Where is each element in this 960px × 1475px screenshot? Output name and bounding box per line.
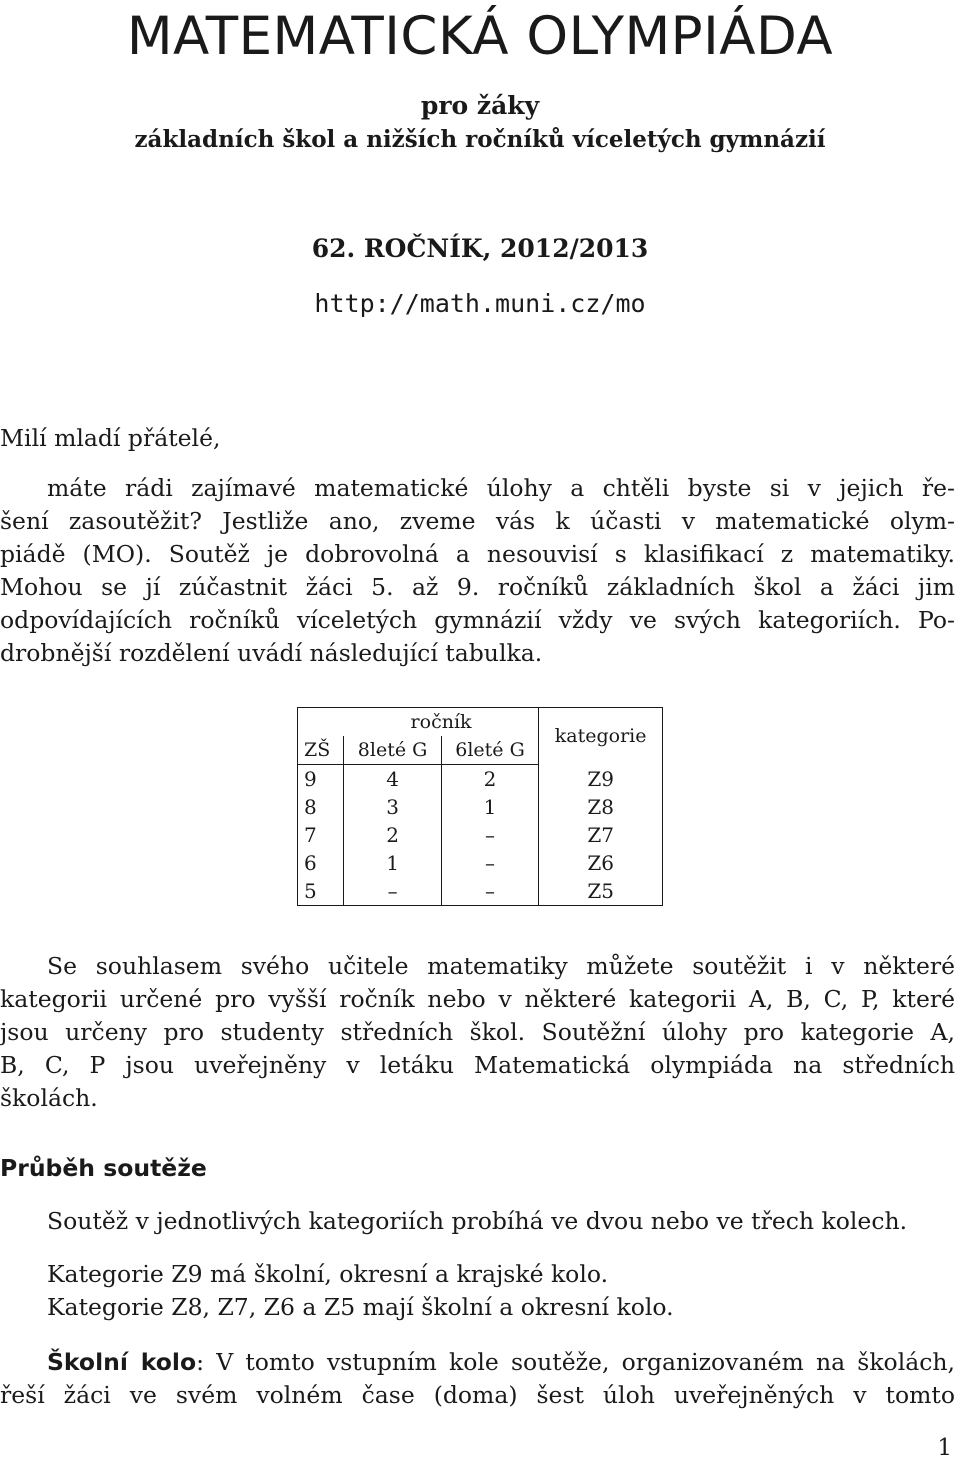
school-round-line (47, 1348, 955, 1376)
para-line: B, C, P jsou uveřejněny v letáku Matematická olympiáda na středních (0, 1051, 955, 1079)
para-line: Se souhlasem svého učitele matematiky můžete soutěžit i v některé (47, 952, 955, 980)
greeting: Milí mladí přátelé, (0, 424, 221, 452)
intro-line: máte rádi zajímavé matematické úlohy a chtěli byste si v jejich ře- (47, 474, 955, 502)
para-line: kategorii určené pro vyšší ročník nebo v některé kategorii A, B, C, P, které (0, 985, 955, 1013)
table-row (298, 793, 663, 821)
cell-6lete: – (441, 849, 538, 877)
cell-zs: 6 (304, 851, 317, 875)
table-row (298, 877, 663, 906)
section-heading: Průběh soutěže (0, 1154, 207, 1182)
para-line: jsou určeny pro studenty středních škol. Soutěžní úlohy pro kategorie A, (0, 1018, 955, 1046)
document-title: MATEMATICKÁ OLYMPIÁDA (126, 6, 834, 67)
table-row (298, 821, 663, 849)
para-line: školách. (0, 1084, 98, 1112)
cell-zs: 9 (304, 767, 317, 791)
table-row (298, 849, 663, 877)
cell-category: Z7 (539, 821, 663, 849)
cell-6lete: 2 (441, 765, 538, 794)
cell-category: Z8 (539, 793, 663, 821)
cell-8lete: 1 (344, 849, 441, 877)
grade-category-table (297, 707, 663, 906)
cell-category: Z5 (539, 877, 663, 906)
subtitle-schools: základních škol a nižších ročníků víceletých gymnázií (134, 126, 826, 153)
header-zs: ZŠ (298, 736, 344, 765)
cell-8lete: 4 (344, 765, 441, 794)
intro-line: drobnější rozdělení uvádí následující tabulka. (0, 639, 543, 667)
cell-8lete: 2 (344, 821, 441, 849)
intro-line: šení zasoutěžit? Jestliže ano, zveme vás k účasti v matematické olym- (0, 507, 955, 535)
school-round-text: : V tomto vstupním kole soutěže, organizovaném na školách, (196, 1348, 955, 1376)
cell-6lete: 1 (441, 793, 538, 821)
website-url: http://math.muni.cz/mo (314, 289, 646, 318)
table-row (298, 765, 663, 794)
header-6lete: 6leté G (441, 736, 538, 765)
subtitle-audience: pro žáky (420, 91, 540, 120)
z9-text: Kategorie Z9 má školní, okresní a krajské kolo. (47, 1260, 609, 1288)
cell-category: Z6 (539, 849, 663, 877)
school-round-line: řeší žáci ve svém volném čase (doma) šest úloh uveřejněných v tomto (0, 1381, 955, 1409)
cell-8lete: 3 (344, 793, 441, 821)
cell-zs: 5 (304, 879, 317, 903)
header-8lete: 8leté G (344, 736, 441, 765)
school-round-label: Školní kolo (47, 1348, 197, 1376)
cell-6lete: – (441, 877, 538, 906)
z8-text: Kategorie Z8, Z7, Z6 a Z5 mají školní a okresní kolo. (47, 1293, 674, 1321)
page-number: 1 (937, 1435, 952, 1461)
cell-6lete: – (441, 821, 538, 849)
intro-line: Mohou se jí zúčastnit žáci 5. až 9. ročníků základních škol a žáci jim (0, 573, 955, 601)
header-category: kategorie (539, 708, 663, 765)
header-grade-group: ročník (410, 711, 472, 733)
intro-line: odpovídajících ročníků víceletých gymnázií vždy ve svých kategoriích. Po- (0, 606, 955, 634)
year-heading: 62. ROČNÍK, 2012/2013 (311, 234, 649, 263)
cell-8lete: – (344, 877, 441, 906)
intro-line: piádě (MO). Soutěž je dobrovolná a nesouvisí s klasifikací z matematiky. (0, 540, 955, 568)
cell-zs: 8 (304, 795, 317, 819)
cell-category: Z9 (539, 765, 663, 794)
rounds-text: Soutěž v jednotlivých kategoriích probíhá ve dvou nebo ve třech kolech. (47, 1207, 908, 1235)
cell-zs: 7 (304, 823, 317, 847)
